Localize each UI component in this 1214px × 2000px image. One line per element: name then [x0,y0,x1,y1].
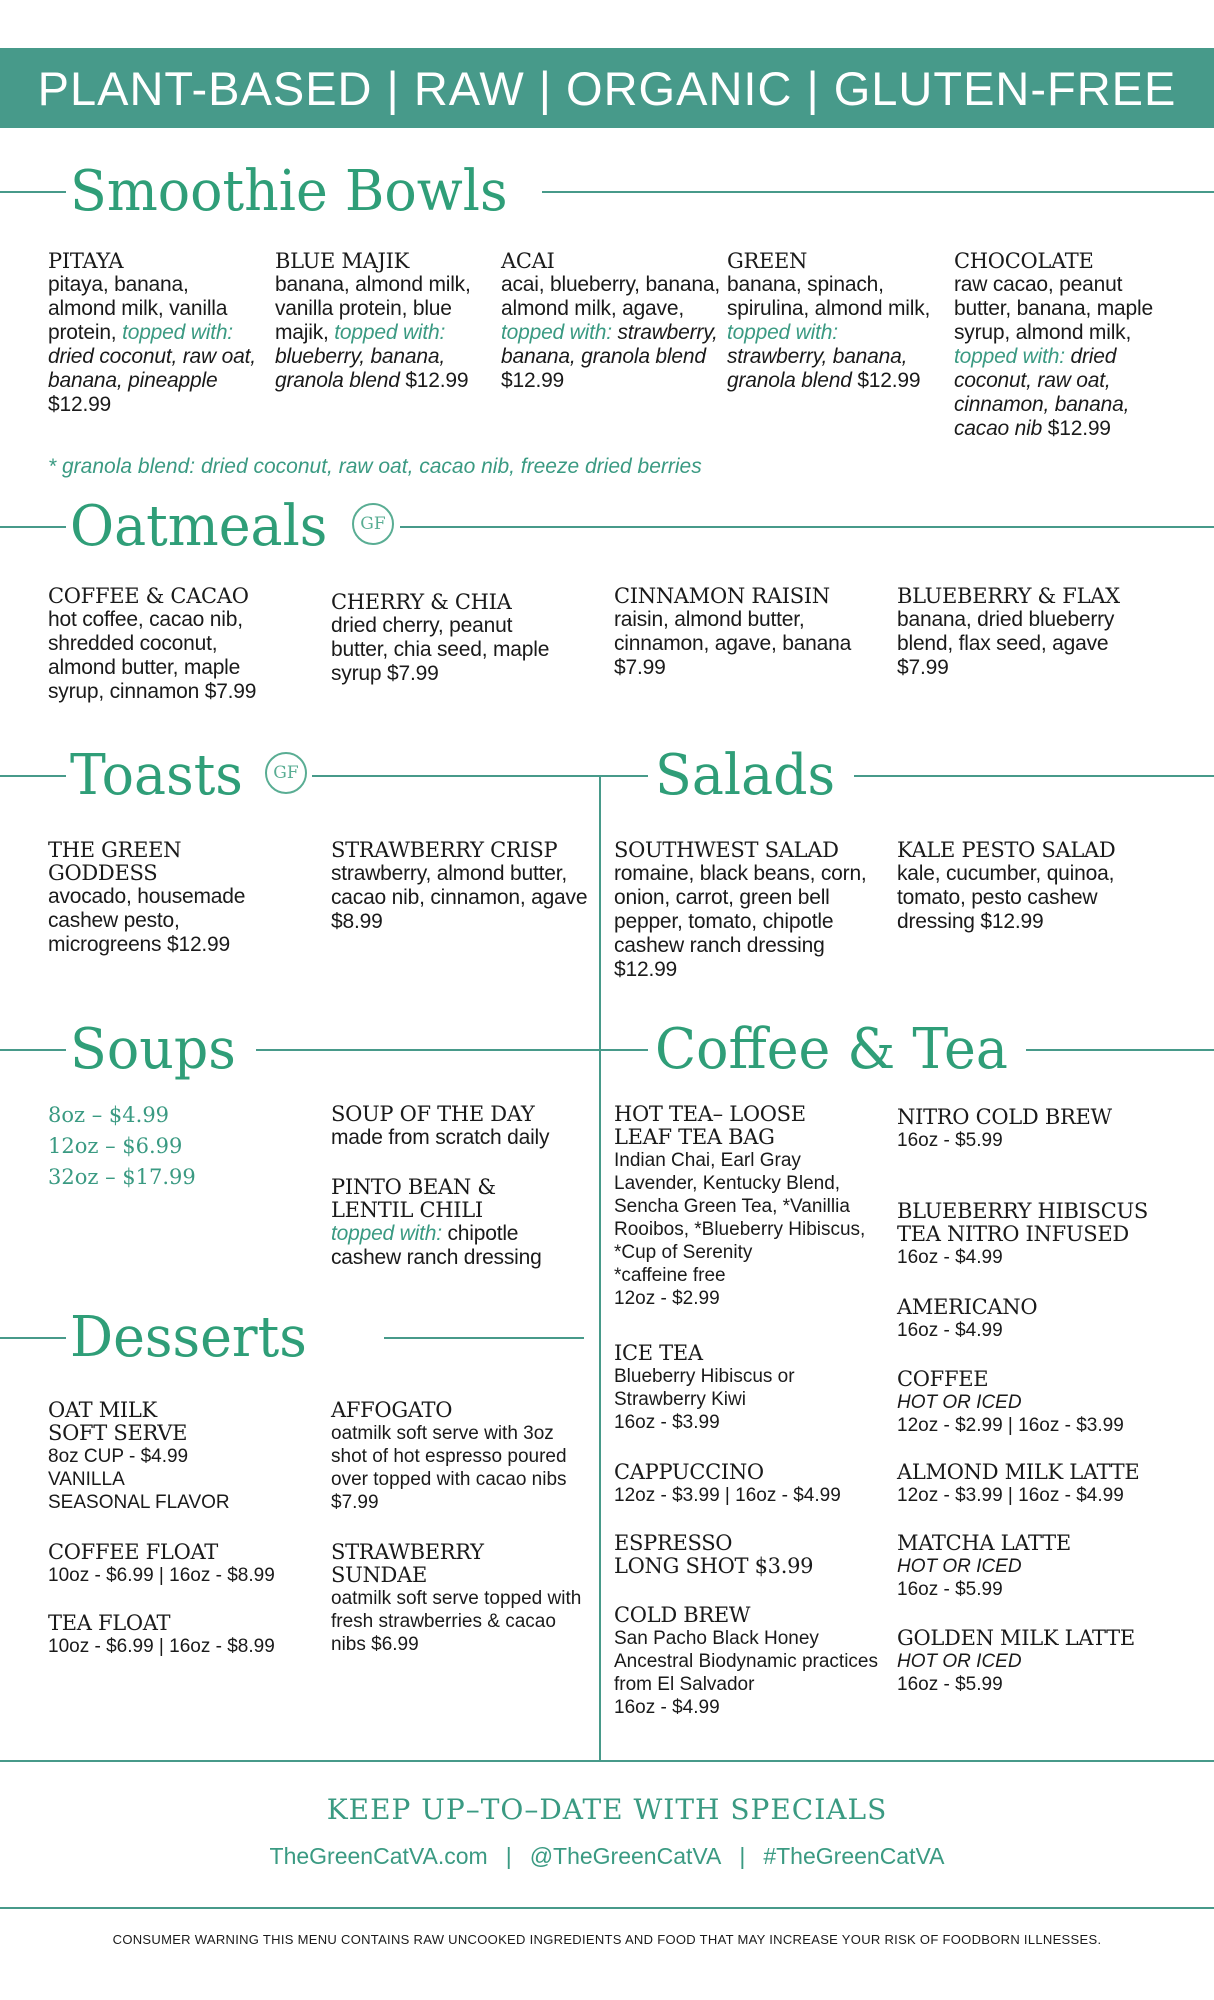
item-desc: banana, dried blueberry blend, flax seed, agave $7.99 [897,608,1115,679]
item-sub: 16oz - $5.99 [897,1579,1003,1600]
rule-desserts-right [384,1337,584,1339]
item-sub: Blueberry Hibiscus or Strawberry Kiwi 16oz - $3.99 [614,1366,795,1433]
item-name: GOLDEN MILK LATTE [897,1626,1135,1650]
rule-salads-right [854,775,1214,777]
menu-item-tea-float [48,1612,308,1658]
item-note: HOT OR ICED [897,1651,1022,1672]
item-sub: 12oz - $3.99 | 16oz - $4.99 [614,1485,841,1506]
rule-footer-top [0,1760,1214,1762]
item-name: ALMOND MILK LATTE [897,1460,1140,1484]
item-name: PINTO BEAN & LENTIL CHILI [331,1175,496,1222]
rule-soups-right [256,1049,648,1051]
menu-item-cold-brew [614,1604,886,1719]
item-desc: kale, cucumber, quinoa, tomato, pesto cashew dressing $12.99 [897,862,1115,933]
granola-note: * granola blend: dried coconut, raw oat, cacao nib, freeze dried berries [48,455,702,478]
item-sub: 8oz CUP - $4.99 VANILLA SEASONAL FLAVOR [48,1446,230,1513]
item-name: OAT MILK SOFT SERVE [48,1398,188,1445]
menu-item-soup-of-the-day [331,1103,591,1150]
menu-item-coffee [897,1368,1187,1437]
item-sub: 10oz - $6.99 | 16oz - $8.99 [48,1636,275,1657]
menu-item-strawberry-sundae [331,1541,591,1656]
item-desc: acai, blueberry, banana, almond milk, agave, topped with: strawberry, banana, granola blend $12.99 [501,273,720,392]
menu-item-espresso [614,1532,886,1578]
item-sub: 16oz - $4.99 [897,1320,1003,1341]
menu-item-cherry-chia [331,591,561,686]
item-name: BLUEBERRY HIBISCUS TEA NITRO INFUSED [897,1199,1149,1246]
item-desc: hot coffee, cacao nib, shredded coconut, almond butter, maple syrup, cinnamon $7.99 [48,608,257,703]
header-banner: PLANT-BASED | RAW | ORGANIC | GLUTEN-FREE [0,48,1214,128]
item-sub: 10oz - $6.99 | 16oz - $8.99 [48,1565,275,1586]
menu-item-golden-milk-latte [897,1627,1187,1696]
link-separator: | [505,1843,512,1869]
rule-smoothie-left [0,191,66,193]
menu-item-green-goddess [48,839,288,957]
item-name: TEA FLOAT [48,1611,171,1635]
item-sub: oatmilk soft serve topped with fresh strawberries & cacao nibs $6.99 [331,1588,582,1655]
item-note: HOT OR ICED [897,1556,1022,1577]
rule-oatmeals-left [0,526,66,528]
website-link[interactable]: TheGreenCatVA.com [269,1843,488,1869]
item-desc: avocado, housemade cashew pesto, microgreens $12.99 [48,885,246,956]
section-title-salads: Salads [655,743,836,808]
item-name: ICE TEA [614,1341,703,1365]
soup-size-12oz: 12oz – $6.99 [48,1134,183,1158]
section-title-desserts: Desserts [70,1305,307,1370]
menu-item-green [727,250,939,393]
menu-item-blueberry-hibiscus-nitro [897,1200,1187,1269]
item-desc: dried cherry, peanut butter, chia seed, maple syrup $7.99 [331,614,550,685]
item-name: CAPPUCCINO [614,1460,764,1484]
item-desc: banana, spinach, spirulina, almond milk, topped with: strawberry, banana, granola blend $12.99 [727,273,931,392]
menu-item-americano [897,1296,1187,1342]
item-sub: oatmilk soft serve with 3oz shot of hot espresso poured over topped with cacao nibs $7.99 [331,1423,567,1513]
item-note: HOT OR ICED [897,1392,1022,1413]
menu-item-ice-tea [614,1342,886,1434]
menu-item-coffee-cacao [48,585,288,704]
menu-item-strawberry-crisp [331,839,591,934]
item-name: CINNAMON RAISIN [614,584,830,608]
item-sub: 12oz - $3.99 | 16oz - $4.99 [897,1485,1124,1506]
item-name: STRAWBERRY SUNDAE [331,1540,484,1587]
item-desc: topped with: chipotle cashew ranch dressing [331,1222,542,1269]
item-name: STRAWBERRY CRISP [331,838,558,862]
link-separator: | [739,1843,746,1869]
soup-size-8oz: 8oz – $4.99 [48,1103,170,1127]
section-title-oatmeals: Oatmeals [70,494,328,559]
item-name: PITAYA [48,249,124,273]
menu-item-acai [501,250,721,393]
item-name: SOUP OF THE DAY [331,1102,535,1126]
menu-item-nitro-cold-brew [897,1106,1187,1152]
specials-heading: KEEP UP–TO–DATE WITH SPECIALS [326,1793,888,1826]
hashtag-link[interactable]: #TheGreenCatVA [763,1843,945,1869]
rule-coffee-right [1026,1049,1214,1051]
menu-item-kale-pesto-salad [897,839,1165,934]
menu-item-southwest-salad [614,839,884,982]
item-name: THE GREEN GODDESS [48,838,182,885]
item-sub: 12oz - $2.99 | 16oz - $3.99 [897,1415,1124,1436]
rule-toasts-left [0,775,66,777]
consumer-warning: CONSUMER WARNING THIS MENU CONTAINS RAW UNCOOKED INGREDIENTS AND FOOD THAT MAY INCREASE YOUR RISK OF FOODBORN ILLNESSES. [112,1932,1102,1947]
rule-toasts-right [312,775,648,777]
item-sub: 16oz - $4.99 [897,1247,1003,1268]
item-name: AMERICANO [897,1295,1038,1319]
item-desc: pitaya, banana, almond milk, vanilla protein, topped with: dried coconut, raw oat, banana, pineapple $12.99 [48,273,256,416]
section-title-toasts: Toasts [70,743,243,808]
item-sub: 16oz - $5.99 [897,1674,1003,1695]
item-name: GREEN [727,249,808,273]
item-desc: made from scratch daily [331,1126,550,1149]
rule-smoothie-right [542,191,1214,193]
item-desc: raisin, almond butter, cinnamon, agave, banana $7.99 [614,608,852,679]
menu-item-matcha-latte [897,1532,1187,1601]
item-name: BLUEBERRY & FLAX [897,584,1120,608]
social-links [0,1843,1214,1870]
section-title-smoothie-bowls: Smoothie Bowls [70,159,508,224]
item-desc: romaine, black beans, corn, onion, carrot, green bell pepper, tomato, chipotle cashew ranch dressing $12.99 [614,862,867,981]
column-divider [599,775,601,1760]
menu-item-almond-milk-latte [897,1461,1187,1507]
item-desc: raw cacao, peanut butter, banana, maple syrup, almond milk, topped with: dried coconut, raw oat, cinnamon, banana, cacao nib $12.99 [954,273,1153,440]
menu-item-pinto-bean-chili [331,1176,591,1270]
menu-item-blueberry-flax [897,585,1165,680]
item-desc: banana, almond milk, vanilla protein, blue majik, topped with: blueberry, banana, granola blend $12.99 [275,273,471,392]
rule-footer-bottom [0,1907,1214,1909]
item-sub: San Pacho Black Honey Ancestral Biodynamic practices from El Salvador 16oz - $4.99 [614,1628,878,1718]
menu-item-chocolate [954,250,1166,441]
item-name: MATCHA LATTE [897,1531,1071,1555]
item-name: KALE PESTO SALAD [897,838,1116,862]
menu-item-blue-majik [275,250,487,393]
menu-item-hot-tea [614,1103,886,1310]
menu-item-coffee-float [48,1541,308,1587]
menu-item-affogato [331,1399,591,1514]
item-name: ESPRESSO LONG SHOT $3.99 [614,1531,814,1578]
gf-badge-icon: GF [265,752,307,794]
item-name: COFFEE FLOAT [48,1540,218,1564]
item-name: HOT TEA– LOOSE LEAF TEA BAG [614,1102,806,1149]
item-name: BLUE MAJIK [275,249,410,273]
menu-item-cinnamon-raisin [614,585,859,680]
item-name: COFFEE [897,1367,989,1391]
item-sub: Indian Chai, Earl Gray Lavender, Kentucky Blend, Sencha Green Tea, *Vanillia Rooibos, *Blueberry Hibiscus, *Cup of Serenity *caffeine free 12oz - $2.99 [614,1150,866,1309]
item-sub: 16oz - $5.99 [897,1130,1003,1151]
item-name: COLD BREW [614,1603,751,1627]
item-name: NITRO COLD BREW [897,1105,1112,1129]
item-name: COFFEE & CACAO [48,584,249,608]
soup-size-32oz: 32oz – $17.99 [48,1165,196,1189]
item-name: SOUTHWEST SALAD [614,838,839,862]
instagram-handle-link[interactable]: @TheGreenCatVA [529,1843,722,1869]
rule-soups-left [0,1049,66,1051]
item-name: AFFOGATO [331,1398,453,1422]
item-name: ACAI [501,249,555,273]
menu-item-pitaya [48,250,256,417]
item-name: CHERRY & CHIA [331,590,512,614]
menu-item-oat-milk-soft-serve [48,1399,298,1514]
item-desc: strawberry, almond butter, cacao nib, cinnamon, agave $8.99 [331,862,588,933]
section-title-coffee-tea: Coffee & Tea [655,1017,1008,1082]
item-name: CHOCOLATE [954,249,1094,273]
menu-item-cappuccino [614,1461,886,1507]
section-title-soups: Soups [70,1017,236,1082]
gf-badge-icon: GF [352,503,394,545]
rule-desserts-left [0,1337,66,1339]
rule-oatmeals-right [400,526,1214,528]
